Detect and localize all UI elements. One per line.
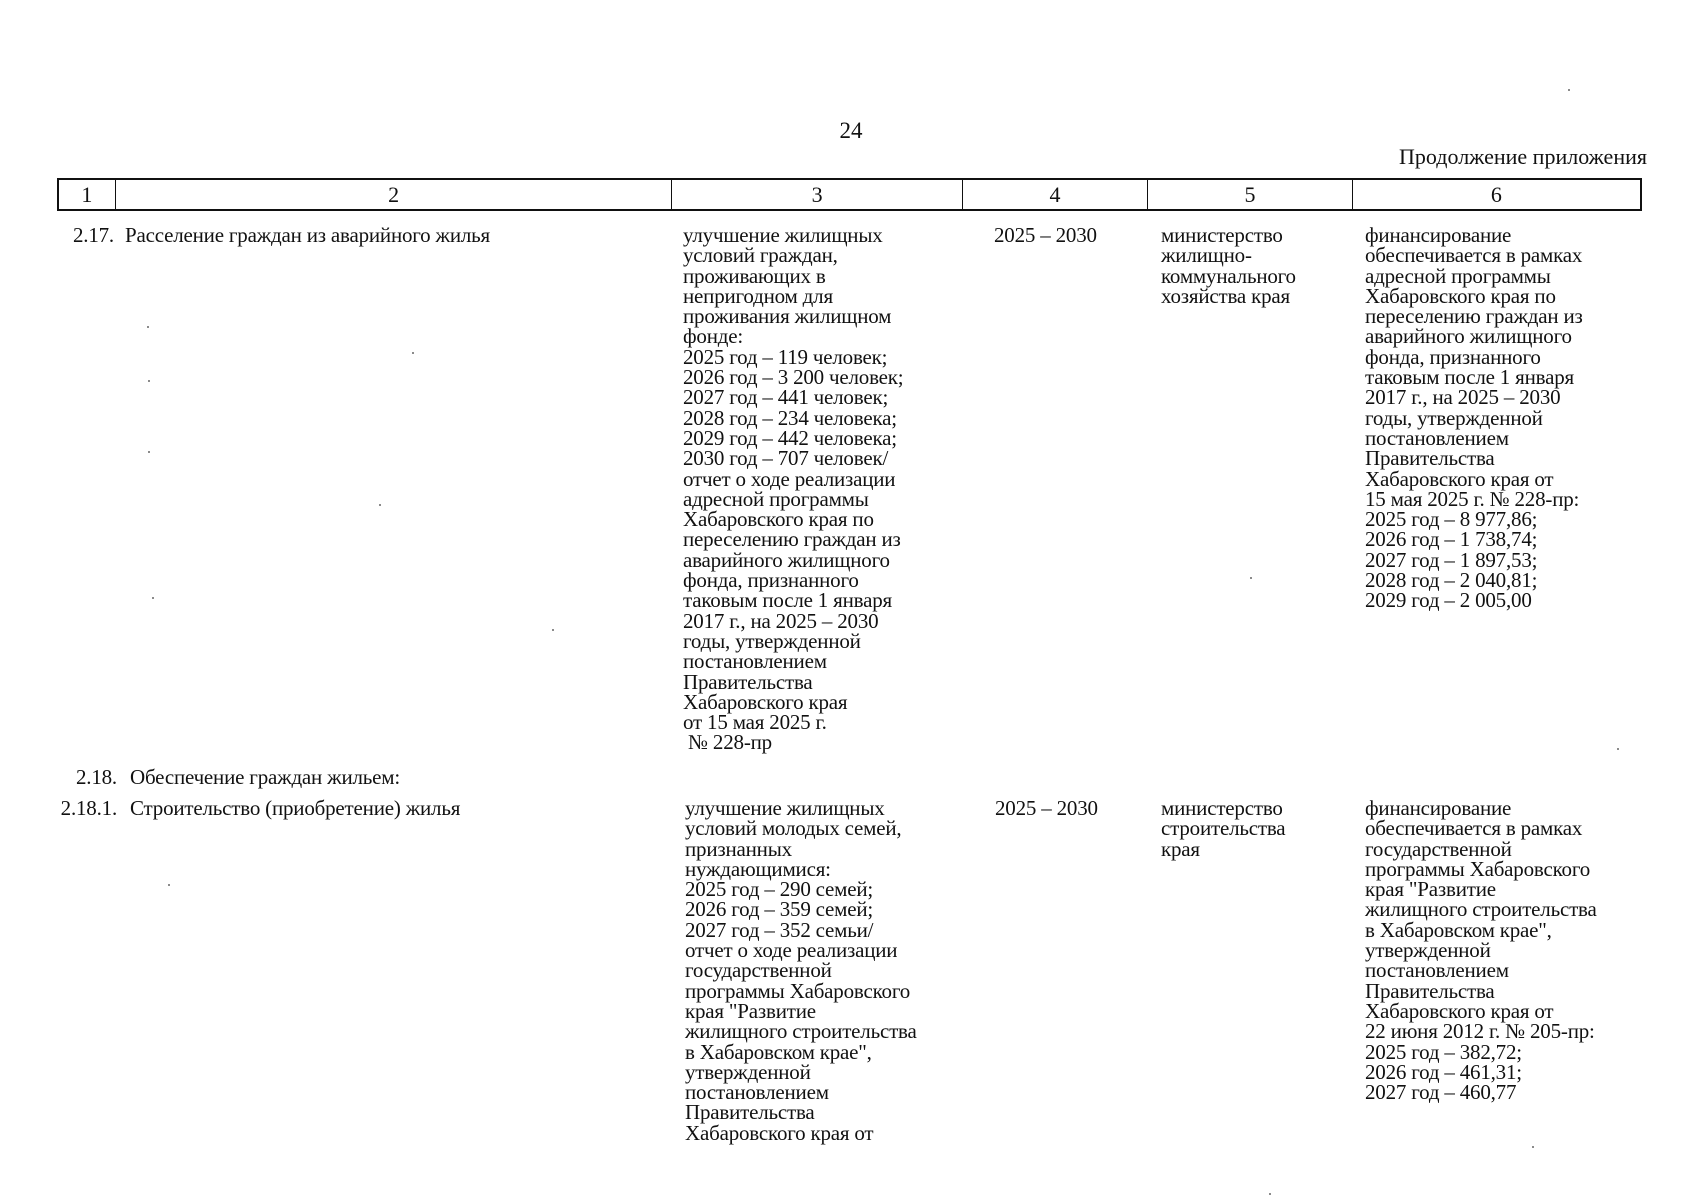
row-result: улучшение жилищных условий молодых семей, признанных нуждающимися: 2025 год – 290 семей; 2026 год – 359 семей; 2027 год – 352 семьи/ отчет о ходе реализации государственной программы Хабаровского края "Развитие жилищного строительства в Хабаровском крае", утвержденной постановлением Правительства Хабаровского края от	[685, 796, 917, 1145]
scan-speck	[1568, 89, 1570, 91]
column-header-6: 6	[1490, 182, 1502, 207]
page-number: 24	[839, 118, 863, 143]
scan-speck	[148, 380, 150, 382]
row-number: 2.17.	[72, 223, 114, 247]
row-number: 2.18.	[75, 765, 117, 789]
scan-speck	[1269, 1193, 1271, 1195]
row-period: 2025 – 2030	[994, 223, 1097, 247]
column-header-5: 5	[1148, 180, 1352, 209]
scan-speck	[148, 451, 150, 453]
column-header-row	[57, 178, 1642, 211]
row-number: 2.18.1.	[60, 796, 117, 820]
continuation-label: Продолжение приложения	[1399, 144, 1647, 169]
scan-speck	[1532, 1146, 1534, 1148]
scan-speck	[379, 504, 381, 506]
row-executor: министерство строительства края	[1161, 796, 1286, 861]
column-header-4: 4	[963, 180, 1149, 209]
scan-speck	[552, 629, 554, 631]
row-name: Расселение граждан из аварийного жилья	[125, 223, 490, 247]
column-header-2: 2	[116, 180, 673, 209]
row-period: 2025 – 2030	[995, 796, 1098, 820]
column-header-3: 3	[672, 180, 962, 209]
row-result: улучшение жилищных условий граждан, проживающих в непригодном для проживания жилищном фонде: 2025 год – 119 человек; 2026 год – 3 200 человек; 2027 год – 441 человек; 2028 год – 234 человека; 2029 год – 442 человека; 2030 год – 707 человек/ отчет о ходе реализации адресной программы Хабаровского края по переселению граждан из аварийного жилищного фонда, признанного таковым после 1 января 2017 г., на 2025 – 2030 годы, утвержденной постановлением Правительства Хабаровского края от 15 мая 2025 г. № 228-пр	[683, 223, 904, 755]
scan-speck	[412, 352, 414, 354]
row-executor: министерство жилищно- коммунального хозяйства края	[1161, 223, 1296, 308]
row-name: Строительство (приобретение) жилья	[130, 796, 461, 820]
scan-speck	[168, 884, 170, 886]
scan-speck	[1617, 748, 1619, 750]
scan-speck	[152, 597, 154, 599]
scan-speck	[147, 326, 149, 328]
row-financing: финансирование обеспечивается в рамках адресной программы Хабаровского края по переселению граждан из аварийного жилищного фонда, признанного таковым после 1 января 2017 г., на 2025 – 2030 годы, утвержденной постановлением Правительства Хабаровского края от 15 мая 2025 г. № 228-пр: 2025 год – 8 977,86; 2026 год – 1 738,74; 2027 год – 1 897,53; 2028 год – 2 040,81; 2029 год – 2 005,00	[1365, 223, 1583, 613]
column-header-1: 1	[59, 180, 116, 209]
row-name: Обеспечение граждан жильем:	[130, 765, 400, 789]
scan-speck	[1250, 577, 1252, 579]
row-financing: финансирование обеспечивается в рамках государственной программы Хабаровского края "Развитие жилищного строительства в Хабаровском крае", утвержденной постановлением Правительства Хабаровского края от 22 июня 2012 г. № 205-пр: 2025 год – 382,72; 2026 год – 461,31; 2027 год – 460,77	[1365, 796, 1597, 1105]
